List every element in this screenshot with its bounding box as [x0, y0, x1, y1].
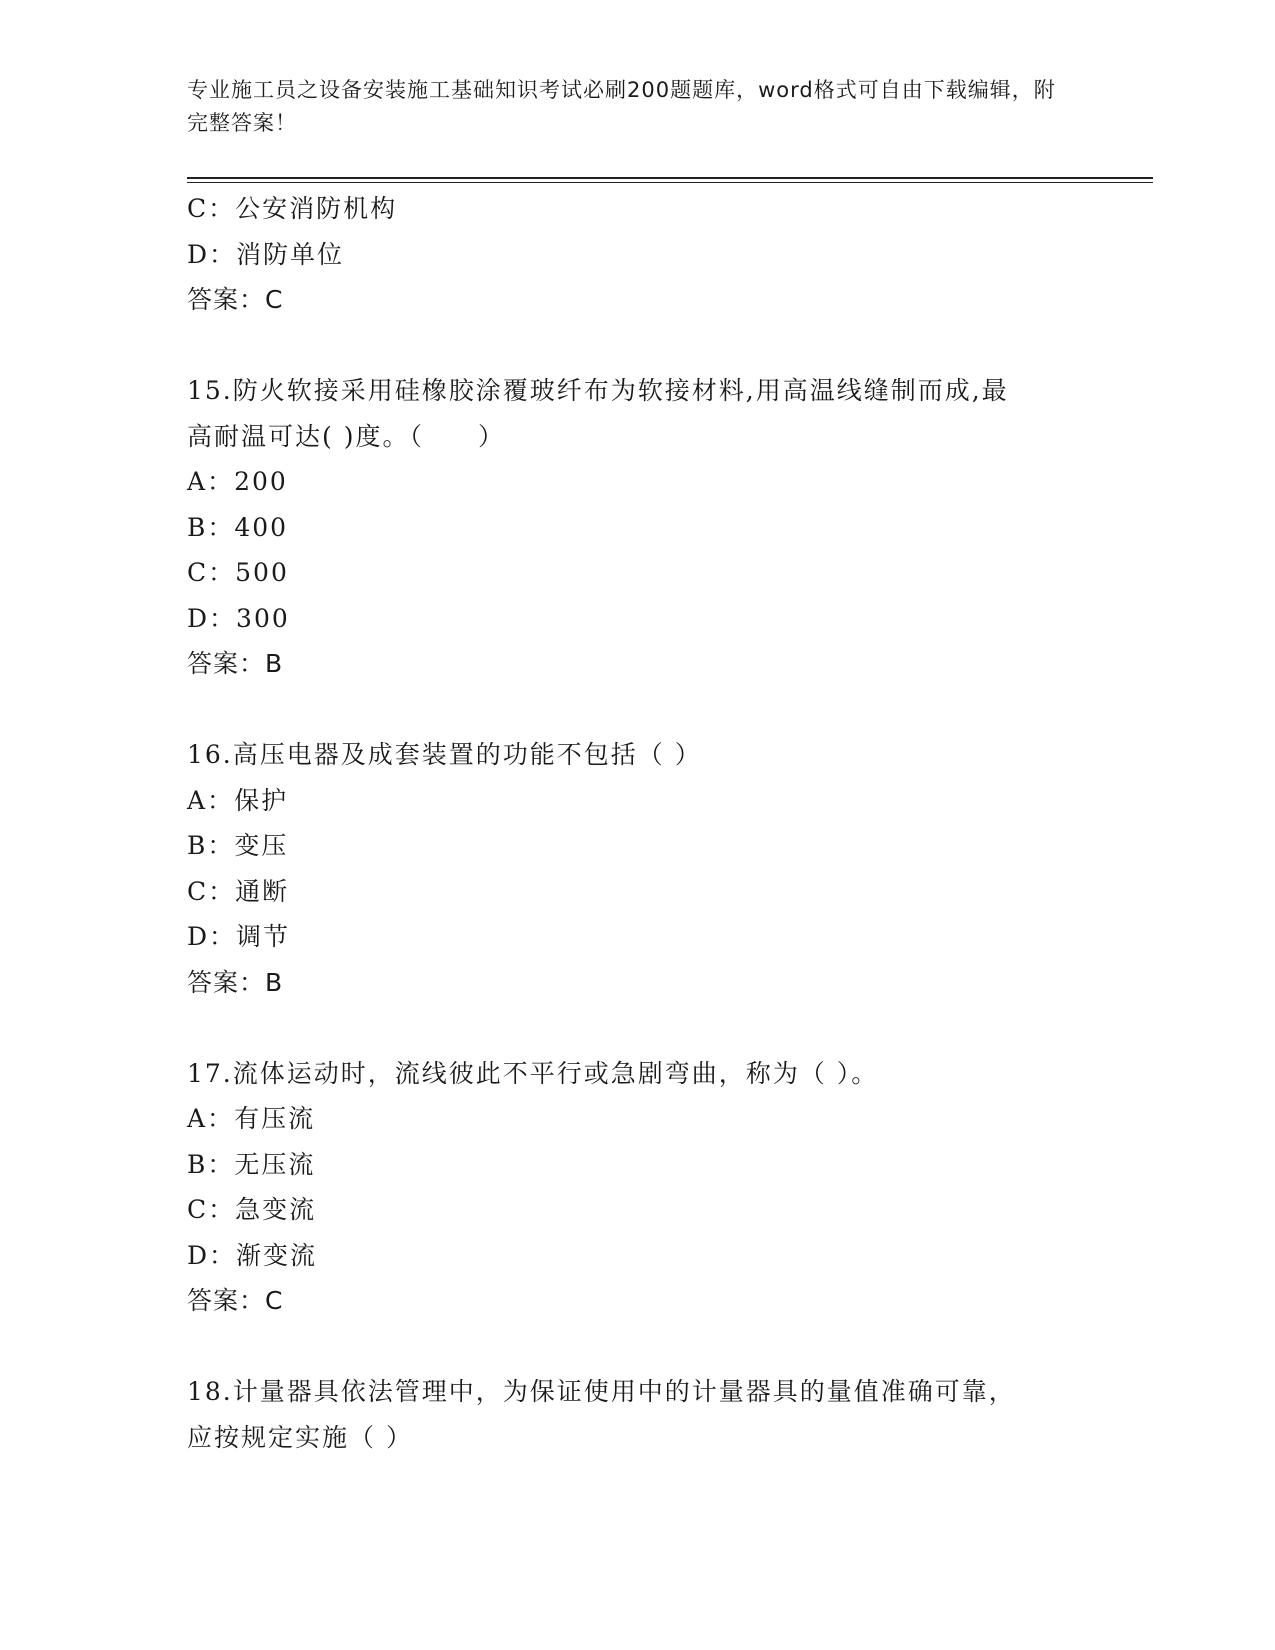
question-text-cont: 高耐温可达( )度。（ ） [187, 421, 505, 451]
question-block-15 [187, 368, 1107, 687]
question-block-18 [187, 1369, 1107, 1460]
option-d: D：消防单位 [187, 239, 345, 269]
answer-line: 答案：C [187, 1286, 284, 1315]
option-b: B：400 [187, 512, 289, 542]
option-a: A：保护 [187, 785, 289, 815]
question-block-14 [187, 186, 1107, 323]
header-divider-thin [187, 182, 1153, 183]
option-b: B：无压流 [187, 1149, 316, 1179]
spacer [187, 1324, 1107, 1370]
question-list [187, 186, 1107, 1460]
option-c: C：公安消防机构 [187, 194, 398, 223]
option-a: A：有压流 [187, 1104, 316, 1133]
question-text: 16.高压电器及成套装置的功能不包括（ ） [187, 740, 702, 769]
header-divider-thick [187, 177, 1153, 179]
question-text: 15.防火软接采用硅橡胶涂覆玻纤布为软接材料,用高温线缝制而成,最 [187, 376, 1009, 405]
spacer [187, 1005, 1107, 1051]
question-text-cont: 应按规定实施（ ） [187, 1422, 413, 1452]
question-block-16 [187, 732, 1107, 1005]
answer-line: 答案：C [187, 285, 284, 314]
question-text: 17.流体运动时，流线彼此不平行或急剧弯曲，称为（ ）。 [187, 1058, 879, 1088]
option-b: B：变压 [187, 831, 289, 860]
spacer [187, 687, 1107, 733]
question-text: 18.计量器具依法管理中，为保证使用中的计量器具的量值准确可靠， [187, 1377, 1016, 1406]
document-header [187, 74, 1067, 140]
answer-line: 答案：B [187, 649, 284, 678]
option-a: A：200 [187, 467, 288, 496]
option-d: D：300 [187, 603, 290, 633]
option-c: C：急变流 [187, 1195, 317, 1224]
option-d: D：渐变流 [187, 1240, 318, 1270]
option-c: C：通断 [187, 876, 290, 906]
question-block-17 [187, 1051, 1107, 1324]
answer-line: 答案：B [187, 967, 284, 997]
option-c: C：500 [187, 558, 289, 587]
option-d: D：调节 [187, 922, 291, 951]
header-title: 专业施工员之设备安装施工基础知识考试必刷200题题库，word格式可自由下载编辑，附完整答案！ [187, 78, 1056, 135]
spacer [187, 323, 1107, 369]
